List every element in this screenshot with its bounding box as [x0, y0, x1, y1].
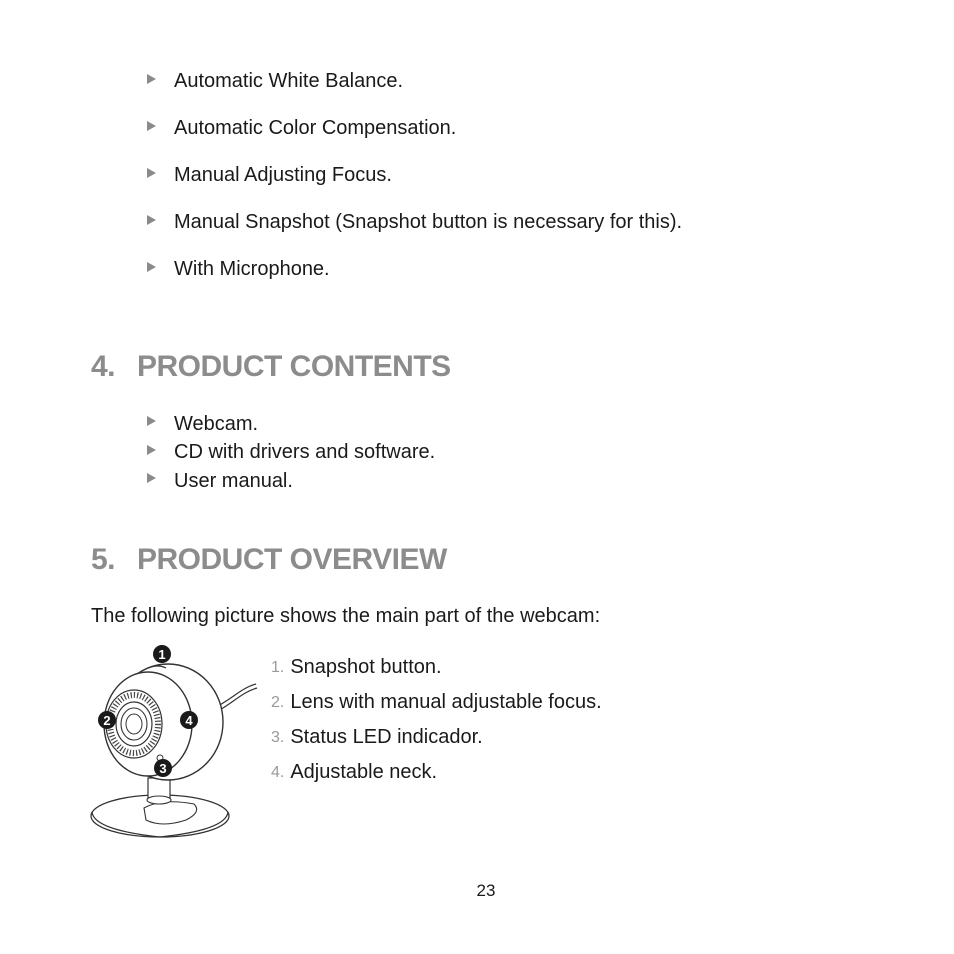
- webcam-illustration: [86, 640, 262, 845]
- feature-item: [147, 58, 682, 105]
- svg-text:3: 3: [159, 761, 167, 776]
- section-title: PRODUCT OVERVIEW: [137, 543, 447, 576]
- section-number: 5.: [91, 543, 116, 576]
- feature-list: [147, 58, 682, 293]
- section-heading-product-overview: [91, 543, 447, 577]
- feature-text: Manual Snapshot (Snapshot button is necessary for this).: [174, 211, 683, 233]
- feature-text: Automatic White Balance.: [174, 70, 403, 92]
- feature-text: Manual Adjusting Focus.: [174, 164, 392, 186]
- part-label: Lens with manual adjustable focus.: [290, 691, 602, 713]
- part-number: 1.: [271, 658, 285, 676]
- triangle-bullet-icon: [147, 262, 156, 272]
- part-item: [271, 650, 602, 685]
- contents-item: [147, 467, 435, 496]
- triangle-bullet-icon: [147, 445, 156, 455]
- triangle-bullet-icon: [147, 168, 156, 178]
- feature-item: [147, 152, 682, 199]
- section-number: 4.: [91, 350, 116, 383]
- part-item: [271, 755, 602, 790]
- svg-text:1: 1: [158, 647, 166, 662]
- part-number: 4.: [271, 763, 285, 781]
- section-title: PRODUCT CONTENTS: [137, 350, 451, 383]
- part-label: Status LED indicador.: [290, 726, 483, 748]
- callout-1: [153, 645, 171, 663]
- contents-text: User manual.: [174, 469, 293, 492]
- feature-item: [147, 246, 682, 293]
- contents-text: Webcam.: [174, 412, 259, 435]
- page-number: 23: [476, 881, 496, 900]
- svg-text:2: 2: [103, 713, 111, 728]
- triangle-bullet-icon: [147, 74, 156, 84]
- triangle-bullet-icon: [147, 473, 156, 483]
- section-heading-product-contents: [91, 350, 451, 384]
- contents-item: [147, 439, 435, 468]
- triangle-bullet-icon: [147, 121, 156, 131]
- part-number: 2.: [271, 693, 285, 711]
- callout-2: [98, 711, 116, 729]
- part-label: Adjustable neck.: [290, 761, 438, 783]
- feature-text: With Microphone.: [174, 258, 330, 280]
- part-number: 3.: [271, 728, 285, 746]
- callout-4: [180, 711, 198, 729]
- contents-list: [147, 410, 435, 496]
- callout-3: [154, 759, 172, 777]
- triangle-bullet-icon: [147, 416, 156, 426]
- svg-text:4: 4: [185, 713, 193, 728]
- feature-item: [147, 105, 682, 152]
- contents-item: [147, 410, 435, 439]
- part-label: Snapshot button.: [290, 656, 442, 678]
- parts-list: [271, 650, 602, 790]
- contents-text: CD with drivers and software.: [174, 441, 436, 464]
- overview-intro: The following picture shows the main part of the webcam:: [91, 605, 601, 627]
- triangle-bullet-icon: [147, 215, 156, 225]
- part-item: [271, 685, 602, 720]
- part-item: [271, 720, 602, 755]
- feature-item: [147, 199, 682, 246]
- feature-text: Automatic Color Compensation.: [174, 117, 457, 139]
